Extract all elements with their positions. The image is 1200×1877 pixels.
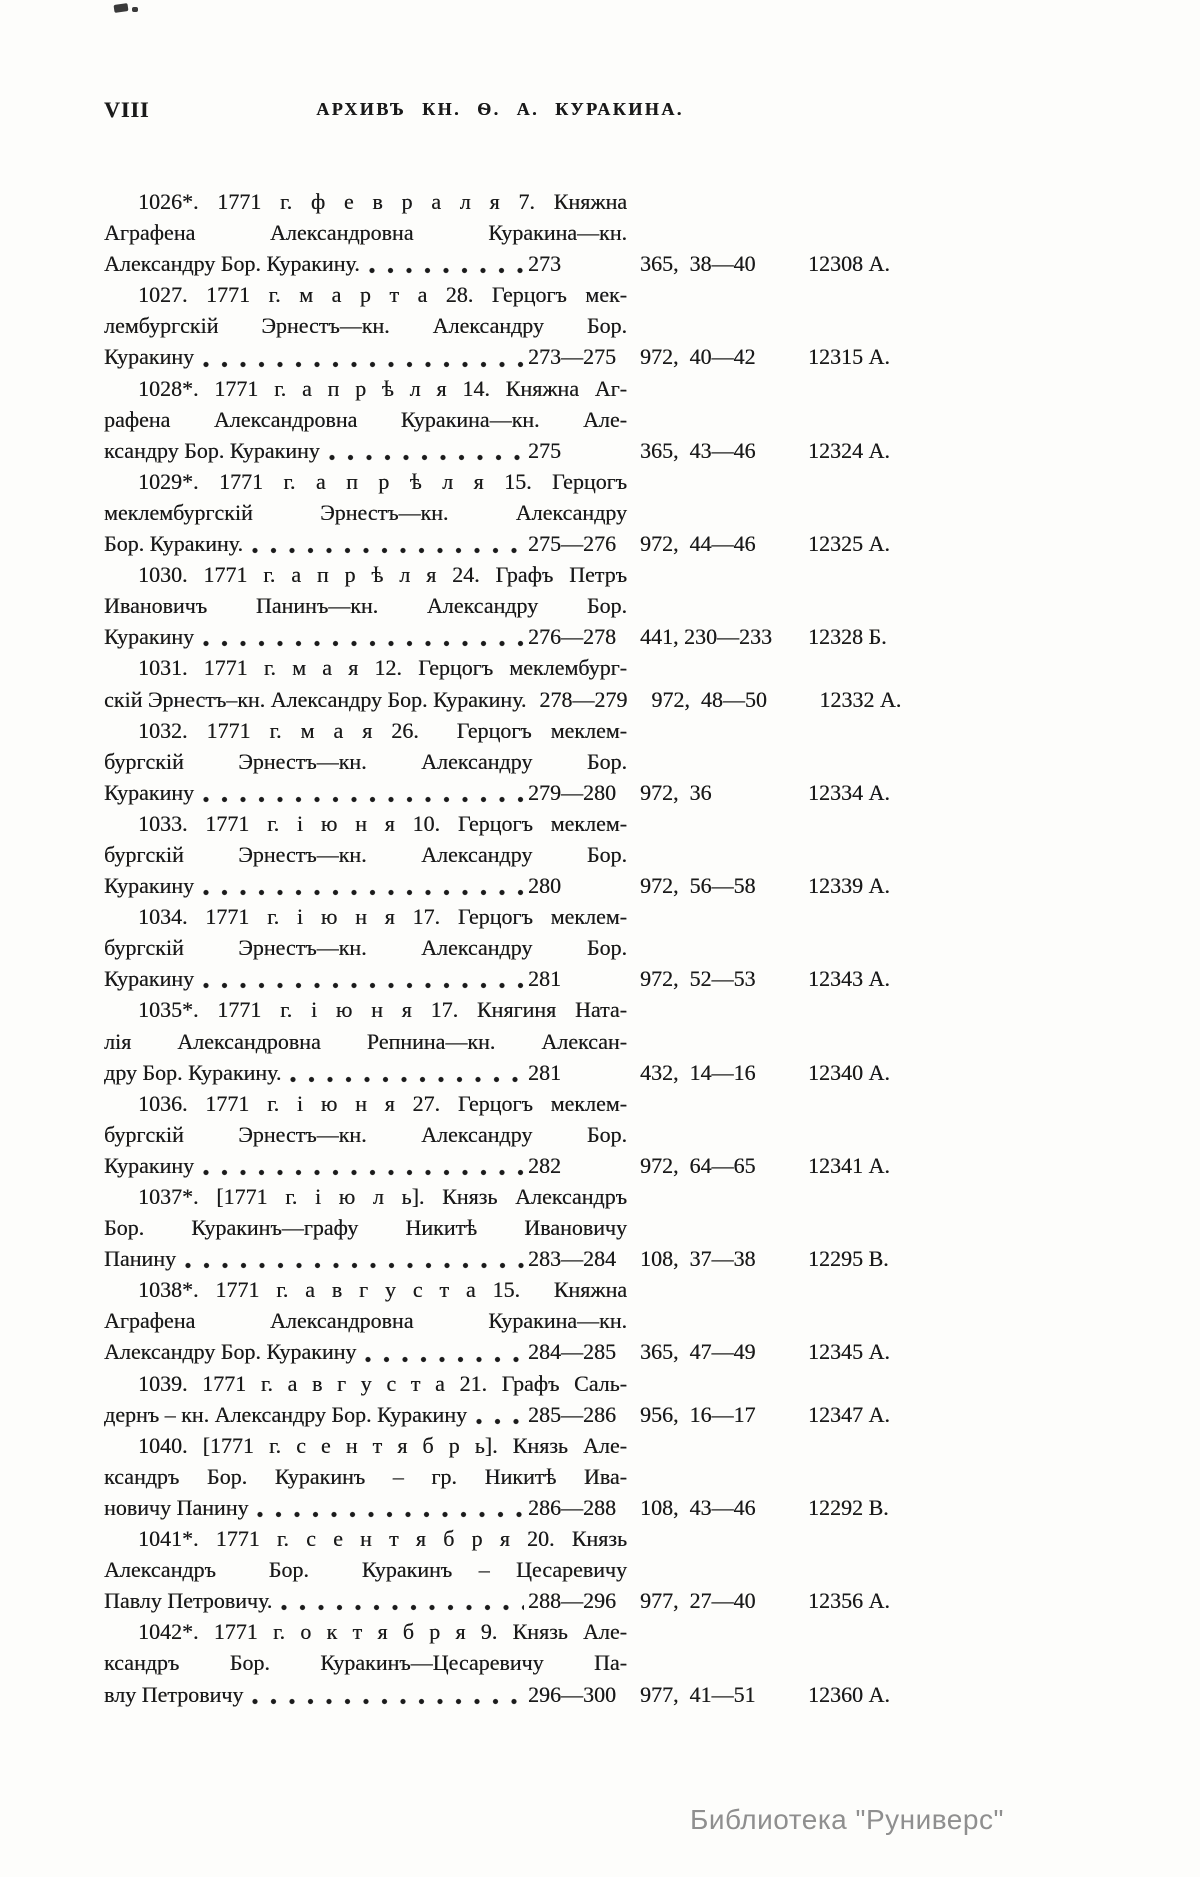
index-line [104, 1399, 896, 1430]
index-line [104, 777, 896, 808]
line-refs: 972, 48—50 [651, 686, 767, 712]
line-id: 12334 А. [808, 779, 890, 805]
line-refs: 441, 230—233 [640, 624, 772, 650]
line-text: влу Петровичу [104, 1681, 244, 1707]
line-text: Бор. Куракинъ—графу Никитѣ Ивановичу [104, 1215, 627, 1241]
line-refs: 365, 43—46 [640, 437, 756, 463]
index-line [104, 217, 627, 248]
line-refs: 956, 16—17 [640, 1401, 756, 1427]
index-line [104, 1430, 627, 1461]
line-text: 1035*. 1771 г. і ю н я 17. Княгиня Ната- [138, 997, 627, 1023]
line-text: Александру Бор. Куракину. [104, 251, 360, 277]
index-line [104, 994, 627, 1025]
dot-leader [251, 1510, 524, 1519]
index-line [104, 1150, 896, 1181]
index-line [104, 435, 896, 466]
line-text: рафена Александровна Куракина—кн. Але- [104, 406, 627, 432]
index-line [104, 1679, 896, 1710]
line-id: 12345 А. [808, 1339, 890, 1365]
line-id: 12328 Б. [808, 624, 887, 650]
index-line [104, 621, 896, 652]
line-text: 1027. 1771 г. м а р т а 28. Герцогъ мек- [138, 282, 627, 308]
line-pages: 282 [528, 1152, 561, 1178]
line-id: 12315 А. [808, 344, 890, 370]
line-id: 12295 В. [808, 1246, 889, 1272]
line-id: 12341 А. [808, 1152, 890, 1178]
line-refs: 972, 44—46 [640, 531, 756, 557]
line-text: 1031. 1771 г. м а я 12. Герцогъ меклембург- [138, 655, 627, 681]
index-line [104, 279, 627, 310]
index-line [104, 746, 627, 777]
line-id: 12340 А. [808, 1059, 890, 1085]
index-line [104, 373, 627, 404]
line-refs: 972, 40—42 [640, 344, 756, 370]
line-text: 1034. 1771 г. і ю н я 17. Герцогъ меклем- [138, 904, 627, 930]
index-line [104, 839, 627, 870]
line-id: 12324 А. [808, 437, 890, 463]
index-line [104, 248, 896, 279]
line-id: 12347 А. [808, 1401, 890, 1427]
line-refs: 108, 37—38 [640, 1246, 756, 1272]
line-refs: 365, 38—40 [640, 251, 756, 277]
line-refs: 108, 43—46 [640, 1494, 756, 1520]
line-id: 12325 А. [808, 531, 890, 557]
line-text: Ивановичъ Панинъ—кн. Александру Бор. [104, 593, 627, 619]
line-text: ксандръ Бор. Куракинъ—Цесаревичу Па- [104, 1650, 627, 1676]
index-line [104, 1026, 627, 1057]
line-id: 12332 А. [819, 686, 902, 712]
line-text: бургскій Эрнестъ—кн. Александру Бор. [104, 1121, 627, 1147]
index-line [104, 932, 627, 963]
line-id: 12356 А. [808, 1588, 890, 1614]
line-id: 12292 В. [808, 1494, 889, 1520]
line-pages: 273—275 [528, 344, 616, 370]
index-line [104, 341, 896, 372]
line-pages: 286—288 [528, 1494, 616, 1520]
index-line [104, 1492, 896, 1523]
line-text: 1032. 1771 г. м а я 26. Герцогъ меклем- [138, 717, 627, 743]
index-line [104, 590, 627, 621]
index-line [104, 808, 627, 839]
index-line [104, 1212, 627, 1243]
line-pages: 279—280 [528, 779, 616, 805]
line-text: скій Эрнестъ–кн. Александру Бор. Куракину. [104, 686, 527, 712]
line-text: 1037*. [1771 г. і ю л ь]. Князь Александръ [138, 1184, 627, 1209]
index-line [104, 497, 627, 528]
dot-leader [359, 1355, 524, 1364]
line-text: бургскій Эрнестъ—кн. Александру Бор. [104, 748, 627, 774]
index-line [104, 870, 896, 901]
line-text: Аграфена Александровна Куракина—кн. [104, 1308, 627, 1334]
line-text: лембургскій Эрнестъ—кн. Александру Бор. [104, 313, 627, 339]
line-id: 12343 А. [808, 966, 890, 992]
line-text: Куракину [104, 966, 195, 992]
dot-leader [246, 546, 524, 555]
line-pages: 275—276 [528, 531, 616, 557]
line-id: 12308 А. [808, 251, 890, 277]
index-line [104, 1523, 627, 1554]
dot-leader [179, 1261, 524, 1270]
index-line [104, 715, 627, 746]
line-id: 12339 А. [808, 873, 890, 899]
index-line [104, 1336, 896, 1367]
index-line [104, 684, 902, 715]
line-refs: 972, 52—53 [640, 966, 756, 992]
dot-leader [197, 360, 524, 369]
line-text: Павлу Петровичу. [104, 1588, 273, 1614]
page-header [104, 97, 896, 127]
line-text: 1039. 1771 г. а в г у с т а 21. Графъ Саль- [138, 1370, 627, 1396]
line-text: Куракину [104, 1152, 195, 1178]
line-text: новичу Панину [104, 1494, 249, 1520]
line-pages: 275 [528, 437, 561, 463]
dot-leader [197, 981, 524, 990]
line-pages: 288—296 [528, 1588, 616, 1614]
line-text: 1033. 1771 г. і ю н я 10. Герцогъ меклем- [138, 810, 627, 836]
line-text: меклембургскій Эрнестъ—кн. Александру [104, 499, 627, 525]
line-text: Куракину [104, 344, 195, 370]
page-number: VIII [104, 97, 150, 122]
dot-leader [197, 795, 524, 804]
line-text: 1040. [1771 г. с е н т я б р ь]. Князь Але- [138, 1432, 627, 1458]
line-pages: 283—284 [528, 1246, 616, 1272]
dot-leader [197, 888, 524, 897]
line-pages: 278—279 [539, 686, 628, 712]
index-line [104, 466, 627, 497]
line-pages: 276—278 [528, 624, 616, 650]
line-refs: 972, 56—58 [640, 873, 756, 899]
dot-leader [197, 639, 524, 648]
line-text: 1036. 1771 г. і ю н я 27. Герцогъ меклем- [138, 1090, 627, 1116]
line-text: Куракину [104, 873, 195, 899]
index-line [104, 1119, 627, 1150]
line-text: 1038*. 1771 г. а в г у с т а 15. Княжна [138, 1277, 627, 1303]
index-line [104, 1616, 627, 1647]
dot-leader [529, 702, 535, 711]
line-text: ксандръ Бор. Куракинъ – гр. Никитѣ Ива- [104, 1463, 627, 1489]
line-text: 1026*. 1771 г. ф е в р а л я 7. Княжна [138, 189, 627, 214]
index-line [104, 1647, 627, 1678]
index-line [104, 1057, 896, 1088]
index-line [104, 1461, 627, 1492]
dot-leader [197, 1168, 524, 1177]
index-line [104, 1088, 627, 1119]
dot-leader [246, 1697, 524, 1706]
line-refs: 365, 47—49 [640, 1339, 756, 1365]
line-text: 1041*. 1771 г. с е н т я б р я 20. Князь [138, 1526, 627, 1552]
line-refs: 972, 64—65 [640, 1152, 756, 1178]
library-watermark: Библиотека "Руниверс" [690, 1804, 1004, 1835]
index-line [104, 901, 627, 932]
line-pages: 284—285 [528, 1339, 616, 1365]
index-line [104, 404, 627, 435]
line-pages: 281 [528, 1059, 561, 1085]
line-text: Бор. Куракину. [104, 531, 243, 557]
line-pages: 281 [528, 966, 561, 992]
line-text: 1030. 1771 г. а п р ѣ л я 24. Графъ Петръ [138, 562, 627, 588]
line-text: Панину [104, 1246, 176, 1272]
index-line [104, 1554, 627, 1585]
index-line [104, 1368, 627, 1399]
dot-leader [275, 1603, 524, 1612]
index-line [104, 1181, 627, 1212]
index-body [104, 186, 902, 1710]
line-refs: 432, 14—16 [640, 1059, 756, 1085]
line-refs: 977, 41—51 [640, 1681, 756, 1707]
dot-leader [323, 453, 524, 462]
index-line [104, 1305, 627, 1336]
index-line [104, 1585, 896, 1616]
line-refs: 972, 36 [640, 779, 712, 805]
index-line [104, 528, 896, 559]
line-text: 1028*. 1771 г. а п р ѣ л я 14. Княжна Аг- [138, 375, 627, 401]
dot-leader [284, 1075, 524, 1084]
line-text: 1042*. 1771 г. о к т я б р я 9. Князь Але- [138, 1619, 627, 1645]
index-line [104, 310, 627, 341]
line-text: лія Александровна Репнина—кн. Алексан- [104, 1028, 627, 1054]
line-pages: 285—286 [528, 1401, 616, 1427]
line-text: бургскій Эрнестъ—кн. Александру Бор. [104, 935, 627, 961]
line-pages: 273 [528, 251, 561, 277]
line-text: дру Бор. Куракину. [104, 1059, 282, 1085]
line-pages: 280 [528, 873, 561, 899]
index-line [104, 1243, 896, 1274]
index-line [104, 963, 896, 994]
line-text: Аграфена Александровна Куракина—кн. [104, 220, 627, 246]
index-line [104, 559, 627, 590]
line-refs: 977, 27—40 [640, 1588, 756, 1614]
line-text: Александръ Бор. Куракинъ – Цесаревичу [104, 1557, 627, 1583]
index-line [104, 1274, 627, 1305]
line-text: Куракину [104, 624, 195, 650]
line-pages: 296—300 [528, 1681, 616, 1707]
line-text: Куракину [104, 779, 195, 805]
index-line [104, 186, 627, 217]
line-text: ксандру Бор. Куракину [104, 437, 320, 463]
scan-speck [132, 7, 138, 12]
line-id: 12360 А. [808, 1681, 890, 1707]
line-text: дернъ – кн. Александру Бор. Куракину [104, 1401, 467, 1427]
scan-speck [114, 3, 129, 13]
line-text: бургскій Эрнестъ—кн. Александру Бор. [104, 841, 627, 867]
index-line [104, 652, 627, 683]
dot-leader [470, 1417, 524, 1426]
running-title: АРХИВЪ КН. Ѳ. А. КУРАКИНА. [316, 99, 684, 119]
line-text: 1029*. 1771 г. а п р ѣ л я 15. Герцогъ [138, 468, 627, 494]
line-text: Александру Бор. Куракину [104, 1339, 357, 1365]
dot-leader [363, 266, 524, 275]
